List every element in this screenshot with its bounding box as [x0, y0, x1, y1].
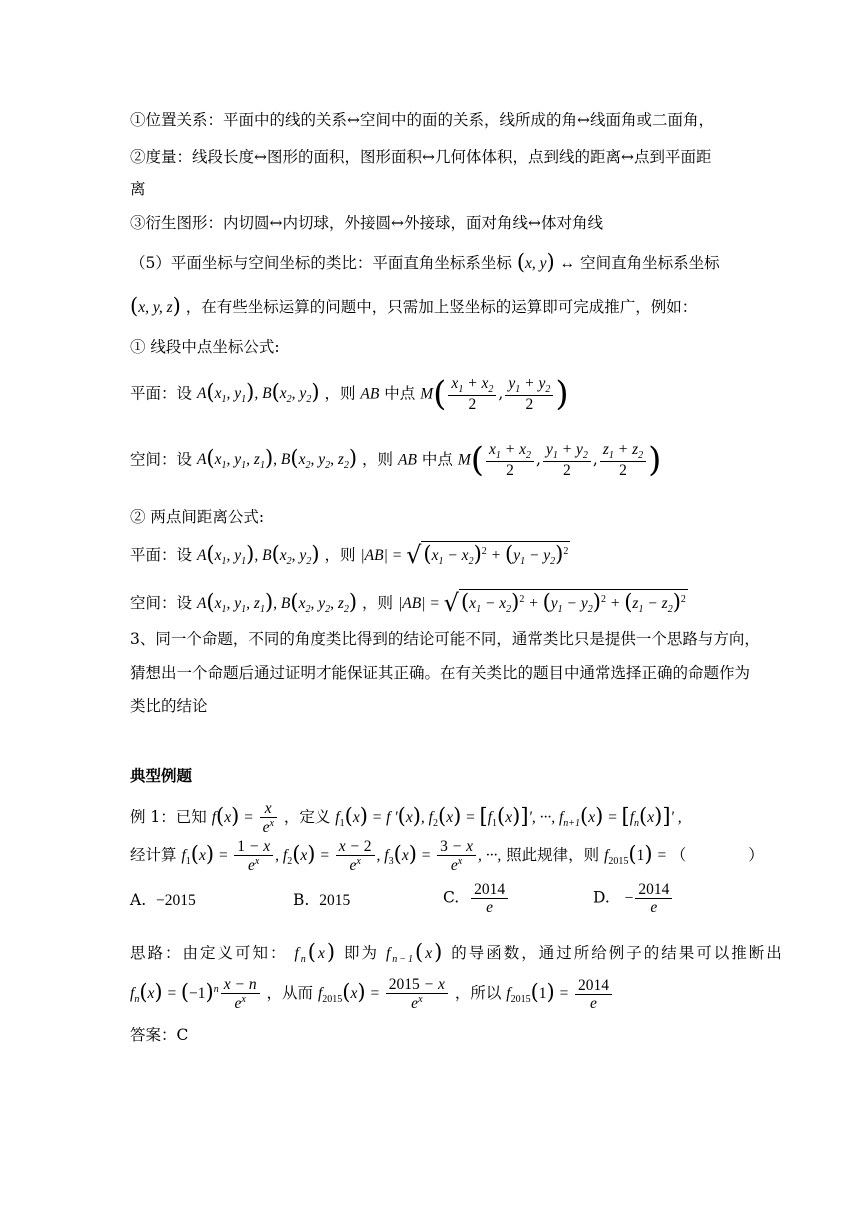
- distance-plane-line: 平面：设 $A(x_1$, $y_1$), $B(x_2$, $y_2$) ，则 $|AB| = √(x_1 - x_2)^2 + (y_1 - y_2)^2$: [130, 541, 569, 569]
- solution-idea-line: 思路：由定义可知： $f_n(x)$ 即为 $f_{n-1}(x)$ 的导函数，通过所给例子的结果可以推断出: [130, 940, 784, 966]
- midpoint-formula-heading: ① 线段中点坐标公式:: [130, 338, 280, 356]
- solution-formula-line: $f_n(x) = (-1)^n$ $\frac{x - n}{e^x}$ ，从而 $f_{2015}(x)$ = $\frac{2015 - x}{e^x}$ ，所以 $f_{2015}(1)$ = $\frac{2014}{e}$: [130, 976, 614, 1012]
- example1-calc-line: 经计算 $f_1(x)$ = $\frac{1 - x}{e^x}$ , $f_2(x)$ = $\frac{x - 2}{e^x}$ , $f_3(x)$ = $\frac{3 - x}{e^x}$ , ···, 照此规律，则 $f_{2015}(1)$ = （ ）: [130, 838, 764, 875]
- analogy-derived-line: ③衍生图形：内切圆↔内切球，外接圆↔外接球，面对角线↔体对角线: [130, 214, 603, 232]
- coordinate-analogy-line: [130, 250, 720, 275]
- coordinate-analogy-intro: （5）平面坐标与空间坐标的类比：平面直角坐标系坐标: [130, 254, 512, 272]
- coordinate-cont-text: ，在有些坐标运算的问题中，只需加上竖坐标的运算即可完成推广，例如：: [185, 298, 698, 316]
- midpoint-space-line: 空间：设 $A(x_1$, $y_1$, $z_1$), $B(x_2$, $y_2$, $z_2$) ，则 AB 中点 M( $\frac{x_1 + x_2}{2}$ , $\frac{y_1 + y_2}{2}$ , $\frac{z_1 + z_2}{2}$ ): [130, 440, 662, 480]
- answer-line: 答案：C: [130, 1026, 189, 1044]
- analogy-measure-line-cont: 离: [130, 180, 146, 198]
- conclusion-line-2: 猜想出一个命题后通过证明才能保证其正确。在有关类比的题目中通常选择正确的命题作为: [130, 664, 751, 682]
- option-b: B. 2015: [293, 891, 351, 909]
- space-coordinate: (x, y, z): [130, 294, 181, 318]
- analogy-measure-line: ②度量：线段长度↔图形的面积，图形面积↔几何体体积，点到线的距离↔点到平面距: [130, 148, 712, 166]
- plane-label: 平面：设: [130, 384, 193, 403]
- coordinate-analogy-cont: [130, 294, 697, 319]
- example-heading: 典型例题: [130, 766, 193, 785]
- example1-statement: 例 1：已知 f(x) = $\frac{x}{e^x}$ ，定义 $f_1(x) = f$ '(x), $f_2(x) = [f_1(x)]'$, ···, $f_{n+1}(x) = [f_n(x)]'$ ,: [130, 800, 682, 837]
- double-arrow: ↔: [559, 255, 576, 272]
- option-c: C. $\frac{2014}{e}$: [443, 881, 510, 916]
- option-d: D. − $\frac{2014}{e}$: [593, 881, 674, 916]
- space-label: 空间：设: [130, 450, 193, 469]
- analogy-relation-line: ①位置关系：平面中的线的关系↔空间中的面的关系，线所成的角↔线面角或二面角，: [130, 111, 714, 129]
- distance-formula-heading: ② 两点间距离公式:: [130, 508, 265, 526]
- option-a: A. −2015: [130, 891, 196, 909]
- distance-space-line: 空间：设 $A(x_1$, $y_1$, $z_1$), $B(x_2$, $y_2$, $z_2$) ，则 $|AB| = √(x_1 - x_2)^2 + (y_1 - y_2)^2 + (z_1 - z_2)^2$: [130, 589, 686, 617]
- conclusion-line-1: 3、同一个命题，不同的角度类比得到的结论可能不同，通常类比只是提供一个思路与方向，: [130, 630, 760, 648]
- plane-coordinate: (x, y): [516, 250, 555, 274]
- space-coordinate-label: 空间直角坐标系坐标: [580, 254, 720, 272]
- conclusion-line-3: 类比的结论: [130, 697, 208, 715]
- midpoint-plane-line: 平面：设 $A(x_1$, $y_1$), $B(x_2$, $y_2$) ，则 AB 中点 M( $\frac{x_1 + x_2}{2}$ , $\frac{y_1 + y_2}{2}$ ): [130, 374, 569, 414]
